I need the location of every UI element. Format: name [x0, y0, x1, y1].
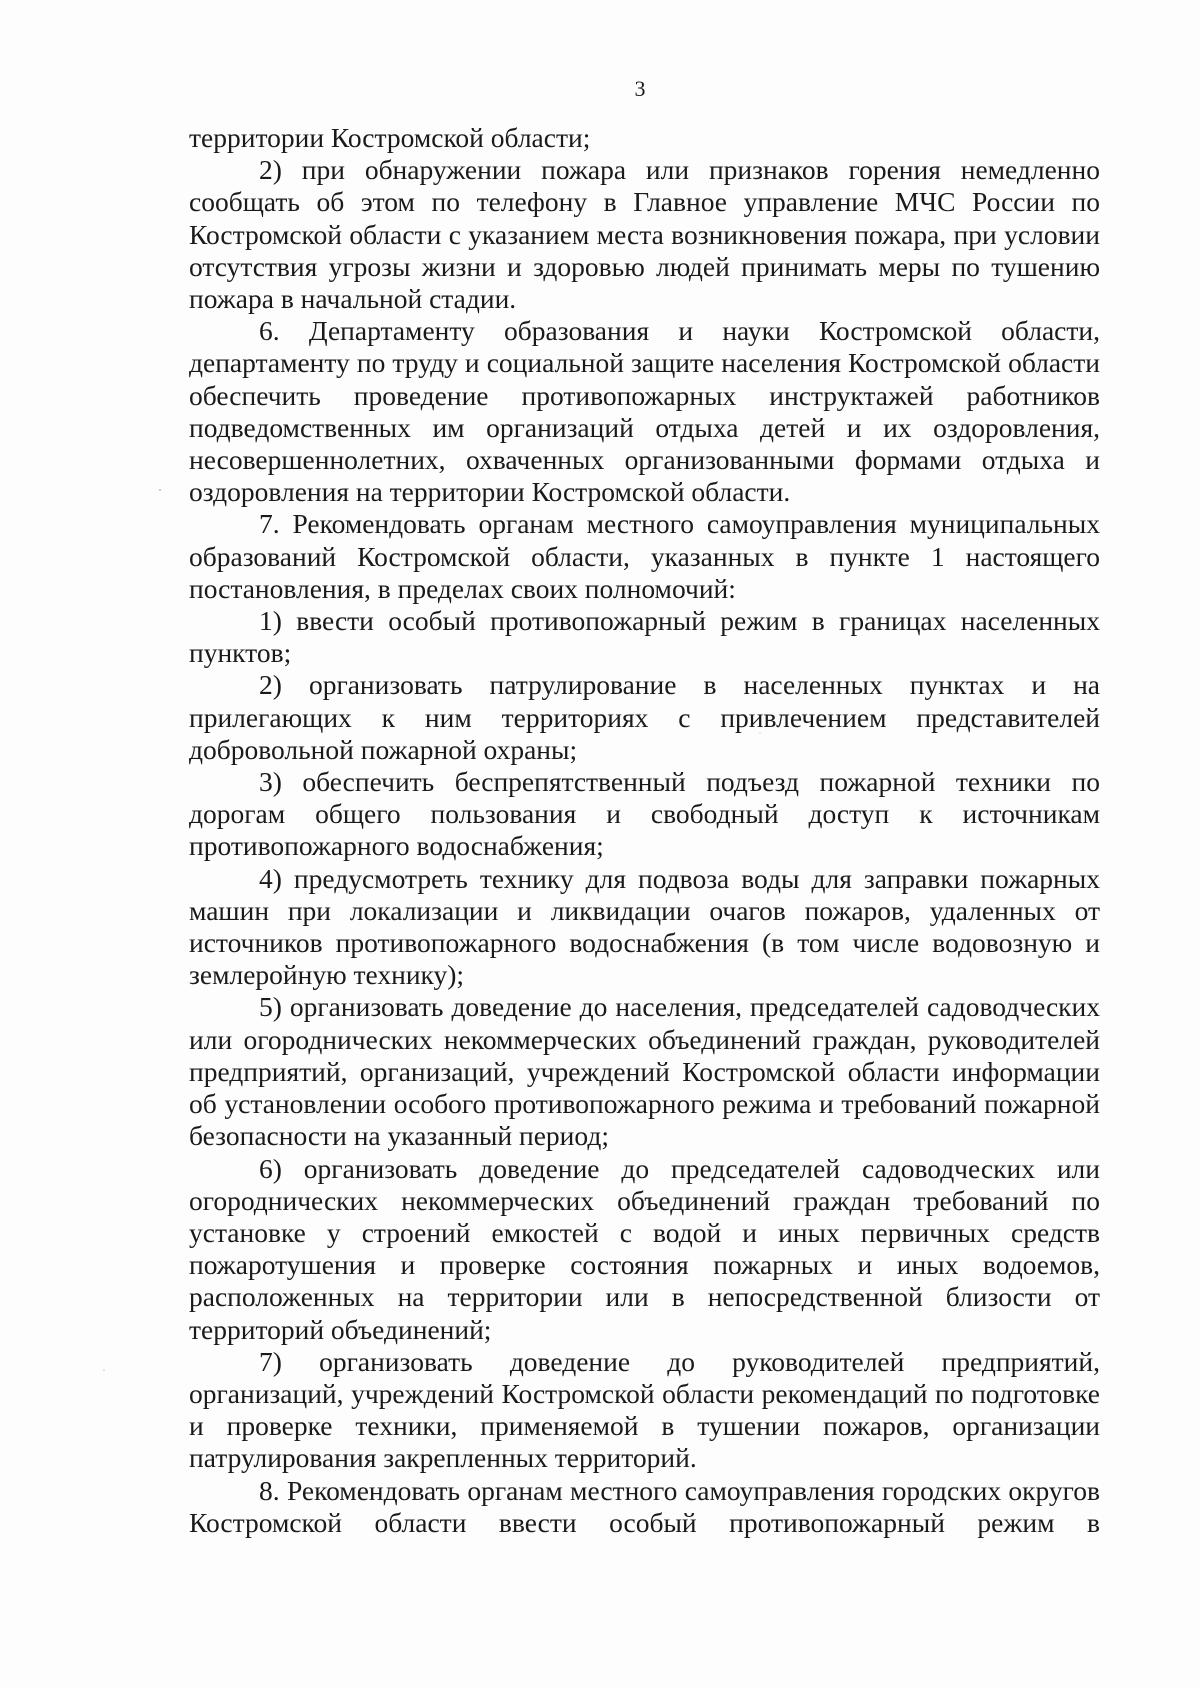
paragraph-continuation: территории Костромской области; [189, 122, 591, 153]
paragraph-item-7-6: 6) организовать доведение до председателей садоводческих или огороднических некоммерческих объединений граждан требований по установке у строений емкостей с водой и иных первичных средств пожаротушения и проверке состояния пожарных и иных водоемов, расположенных на территории или в непосредственной близости от территорий объединений; [189, 1152, 1100, 1345]
paragraph-clause-6: 6. Департаменту образования и науки Костромской области, департаменту по труду и социальной защите населения Костромской области обеспечить проведение противопожарных инструктажей работников подведомственных им организаций отдыха детей и их оздоровления, несовершеннолетних, охваченных организованными формами отдыха и оздоровления на территории Костромской области. [189, 315, 1100, 508]
scan-speck [759, 732, 760, 733]
paragraph-item-7-1: 1) ввести особый противопожарный режим в границах населенных пунктов; [189, 605, 1100, 669]
paragraph-item-7-5: 5) организовать доведение до населения, председателей садоводческих или огороднических некоммерческих объединений граждан, руководителей предприятий, организаций, учреждений Костромской области информации об установлении особого противопожарного режима и требований пожарной безопасности на указанный период; [189, 991, 1100, 1152]
paragraph-item-7-4: 4) предусмотреть технику для подвоза воды для заправки пожарных машин при локализации и ликвидации очагов пожаров, удаленных от источников противопожарного водоснабжения (в том числе водовозную и землеройную технику); [189, 862, 1100, 991]
paragraph-clause-8: 8. Рекомендовать органам местного самоуправления городских округов Костромской области ввести особый противопожарный режим в [189, 1474, 1100, 1538]
paragraph-item-7-3: 3) обеспечить беспрепятственный подъезд пожарной техники по дорогам общего пользования и свободный доступ к источникам противопожарного водоснабжения; [189, 766, 1100, 862]
scan-speck [159, 489, 161, 491]
paragraph-item-7-7: 7) организовать доведение до руководителей предприятий, организаций, учреждений Костромской области рекомендаций по подготовке и проверке техники, применяемой в тушении пожаров, организации патрулирования закрепленных территорий. [189, 1345, 1100, 1474]
paragraph-item-7-2: 2) организовать патрулирование в населенных пунктах и на прилегающих к ним территориях с привлечением представителей добровольной пожарной охраны; [189, 669, 1100, 765]
page-number: 3 [634, 76, 646, 101]
scan-speck [103, 1369, 105, 1371]
paragraph-clause-7: 7. Рекомендовать органам местного самоуправления муниципальных образований Костромской области, указанных в пункте 1 настоящего постановления, в пределах своих полномочий: [189, 508, 1100, 604]
paragraph-item-5-2: 2) при обнаружении пожара или признаков горения немедленно сообщать об этом по телефону в Главное управление МЧС России по Костромской области с указанием места возникновения пожара, при условии отсутствия угрозы жизни и здоровью людей принимать меры по тушению пожара в начальной стадии. [189, 154, 1100, 315]
